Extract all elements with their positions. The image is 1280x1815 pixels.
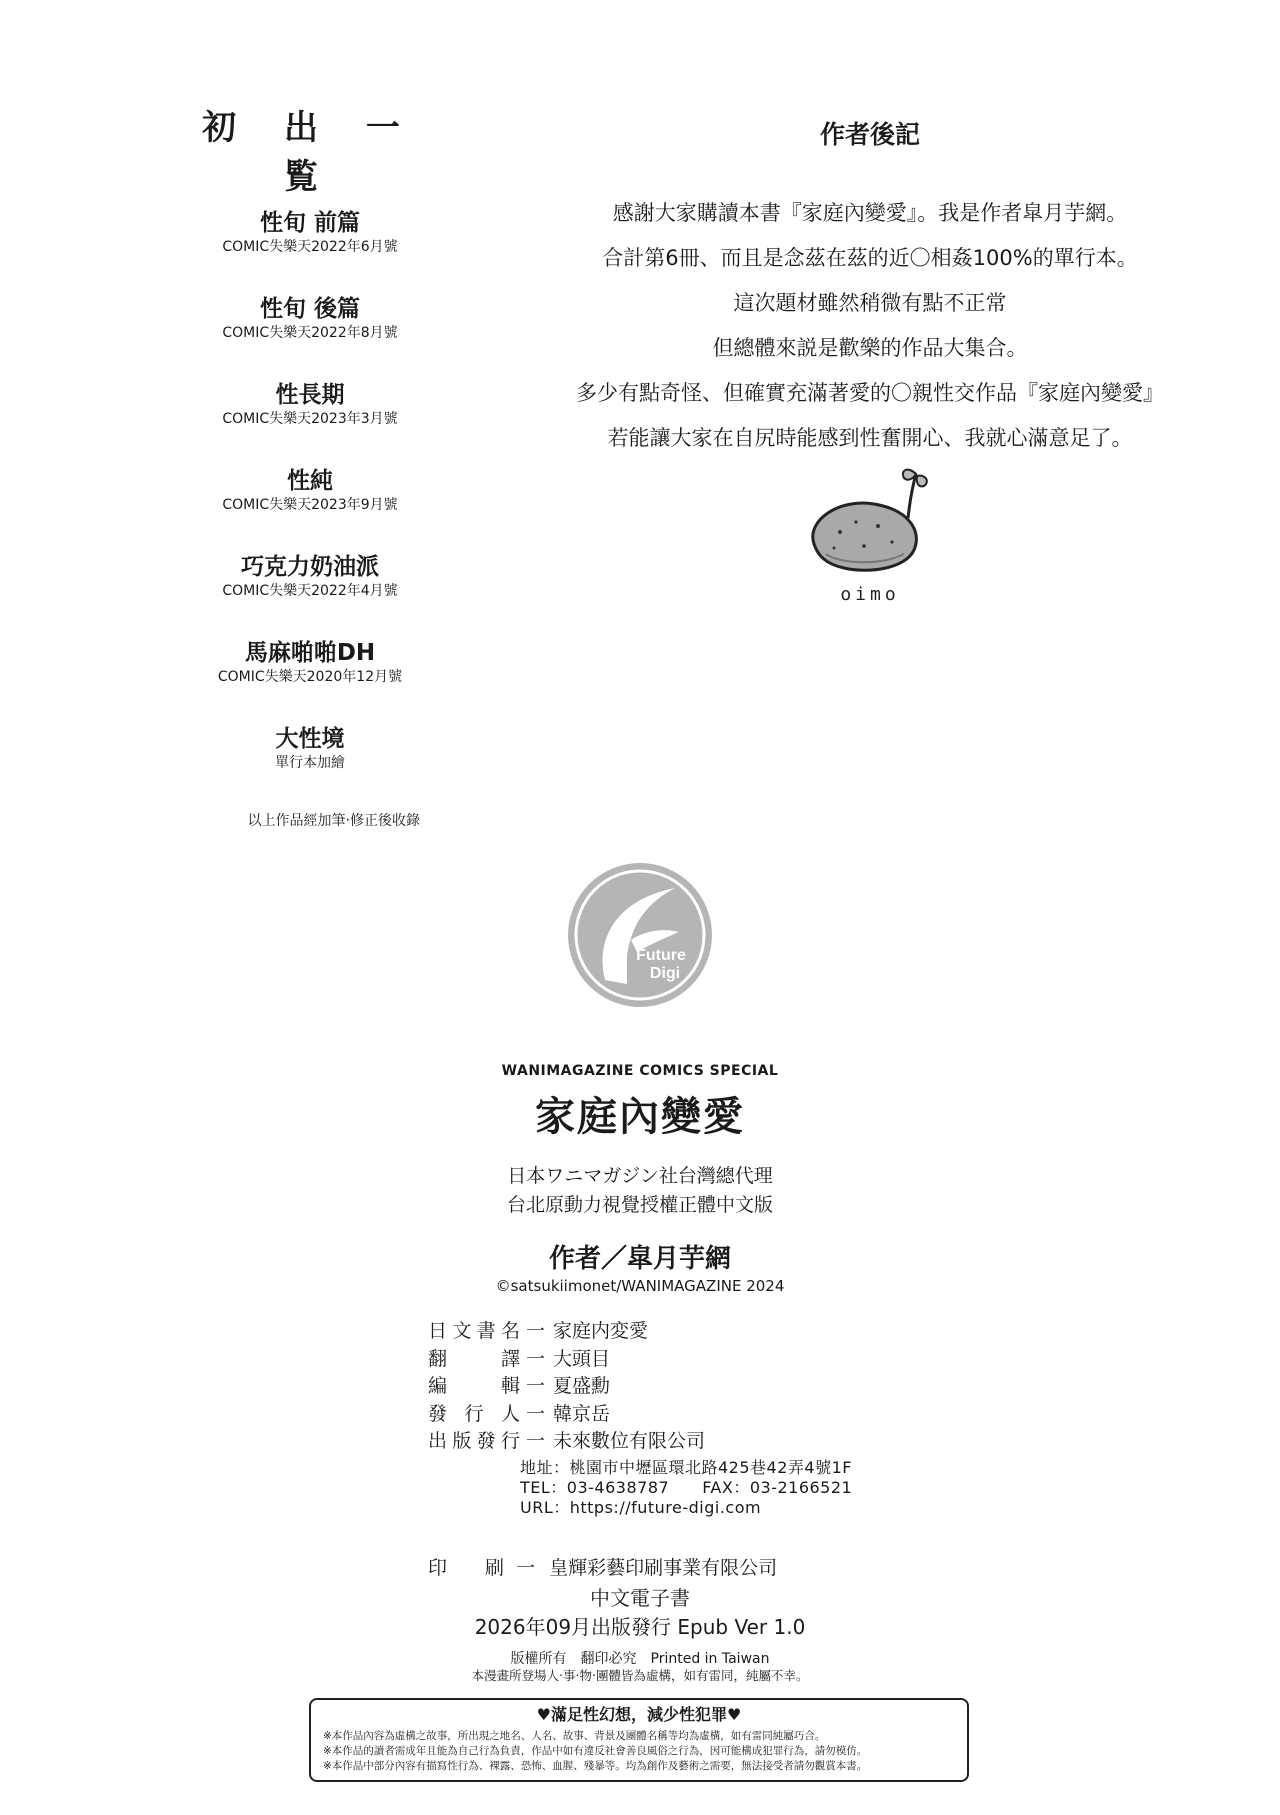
printing-value: 皇輝彩藝印刷事業有限公司 (549, 1557, 778, 1579)
potato-mascot-icon (800, 460, 940, 610)
book-title: 家庭內變愛 (535, 1094, 745, 1140)
revision-note: 以上作品經加筆‧修正後收錄 (247, 813, 420, 829)
notice-box (309, 1698, 969, 1782)
credit-row (428, 1428, 928, 1456)
credit-value: 夏盛勳 (553, 1375, 611, 1397)
author-line: 作者／皐月芋網 (548, 1244, 731, 1274)
work-source: COMIC失樂天2023年3月號 (222, 411, 398, 427)
publisher-url: URL：https://future-digi.com (520, 1498, 762, 1517)
notice-line: ※本作品內容為虛構之故事，所出現之地名、人名、故事、背景及團體名稱等均為虛構，如有雷同純屬巧合。 (323, 1730, 826, 1742)
publisher-info (520, 1458, 852, 1518)
first-appearance-heading: 初 出 一 覧 (202, 108, 418, 197)
future-digi-logo (565, 860, 715, 1010)
notice-title: ♥滿足性幻想，減少性犯罪♥ (536, 1705, 742, 1724)
afterword-line: 感謝大家購讀本書『家庭內變愛』。我是作者皐月芋網。 (612, 201, 1128, 225)
publisher-address: 地址：桃園市中壢區環北路425巷42弄4號1F (520, 1458, 852, 1477)
list-item (180, 380, 440, 428)
rights-line: 版權所有 翻印必究 Printed in Taiwan (510, 1651, 770, 1667)
publisher-tel-fax: TEL：03-4638787 FAX：03-2166521 (520, 1478, 853, 1497)
logo-text-digi: Digi (649, 965, 681, 982)
work-source: COMIC失樂天2022年4月號 (222, 583, 398, 599)
notice-line: ※本作品中部分內容有描寫性行為、裸露、恐怖、血腥、殘暴等。均為創作及藝術之需要，無法接受者請勿觀賞本書。 (323, 1760, 868, 1772)
list-item (180, 552, 440, 600)
credit-label: 日文書名 (428, 1320, 520, 1342)
afterword-title: 作者後記 (819, 120, 920, 149)
work-title: 巧克力奶油派 (241, 554, 379, 580)
series-name: WANIMAGAZINE COMICS SPECIAL (501, 1063, 779, 1079)
list-item (180, 724, 440, 772)
copyright-line: ©satsukiimonet/WANIMAGAZINE 2024 (495, 1277, 785, 1295)
work-title: 性旬 前篇 (259, 210, 360, 236)
colophon (380, 1063, 900, 1295)
work-source: COMIC失樂天2023年9月號 (222, 497, 398, 513)
credit-value: 未來數位有限公司 (553, 1430, 706, 1452)
afterword-line: 合計第6冊、而且是念茲在茲的近〇相姦100%的單行本。 (602, 246, 1138, 270)
work-source: COMIC失樂天2020年12月號 (217, 669, 403, 685)
credit-value: 家庭内変愛 (553, 1320, 649, 1342)
credit-row (428, 1401, 928, 1429)
work-title: 大性境 (275, 726, 345, 752)
credit-dash: 一 (526, 1375, 546, 1397)
work-title: 馬麻啪啪DH (244, 640, 376, 666)
printing-label: 印 刷 (428, 1557, 505, 1579)
credit-dash: 一 (526, 1402, 546, 1425)
list-item (180, 208, 440, 256)
afterword-line: 這次題材雖然稍微有點不正常 (733, 291, 1007, 315)
ebook-label: 中文電子書 (590, 1586, 690, 1610)
credit-row (428, 1318, 928, 1346)
work-title: 性純 (287, 468, 333, 494)
agent-line: 日本ワニマガジン社台灣總代理 (507, 1165, 773, 1187)
list-item (180, 638, 440, 686)
credit-dash: 一 (516, 1557, 536, 1579)
work-source: 單行本加繪 (275, 755, 345, 771)
credit-value: 韓京岳 (553, 1402, 611, 1425)
credit-label: 出版發行 (428, 1430, 520, 1452)
credit-dash: 一 (526, 1347, 546, 1370)
credits-list (428, 1318, 928, 1456)
work-source: COMIC失樂天2022年8月號 (222, 325, 398, 341)
logo-text-future: Future (636, 947, 686, 964)
credit-label: 編輯 (428, 1375, 520, 1397)
list-item (180, 294, 440, 342)
list-item (180, 466, 440, 514)
credit-value: 大頭目 (553, 1347, 611, 1370)
afterword-line: 但總體來説是歡樂的作品大集合。 (712, 336, 1028, 360)
first-appearance-list (180, 100, 440, 830)
credit-dash: 一 (526, 1320, 546, 1342)
afterword-line: 多少有點奇怪、但確實充滿著愛的〇親性交作品『家庭內變愛』 (576, 381, 1164, 405)
notice-line: ※本作品的讀者需成年且能為自己行為負責，作品中如有違反社會善良風俗之行為，因可能構成犯罪行為，請勿模仿。 (323, 1745, 868, 1757)
afterword-line: 若能讓大家在自尻時能感到性奮開心、我就心滿意足了。 (607, 426, 1133, 450)
credit-row (428, 1346, 928, 1374)
credit-row (428, 1373, 928, 1401)
printing-credit (428, 1553, 777, 1580)
work-title: 性旬 後篇 (259, 296, 360, 322)
license-line: 台北原動力視覺授權正體中文版 (506, 1194, 773, 1216)
afterword (520, 115, 1220, 461)
release-info: 2026年09月出版發行 Epub Ver 1.0 (474, 1615, 806, 1639)
credit-label: 發行人 (428, 1402, 520, 1425)
work-source: COMIC失樂天2022年6月號 (222, 239, 398, 255)
signature-text: oimo (840, 584, 900, 605)
credit-label: 翻譯 (428, 1347, 520, 1370)
fiction-disclaimer: 本漫畫所登場人‧事‧物‧團體皆為虛構，如有雷同，純屬不幸。 (471, 1668, 809, 1683)
work-title: 性長期 (275, 382, 345, 408)
credit-dash: 一 (526, 1430, 546, 1452)
